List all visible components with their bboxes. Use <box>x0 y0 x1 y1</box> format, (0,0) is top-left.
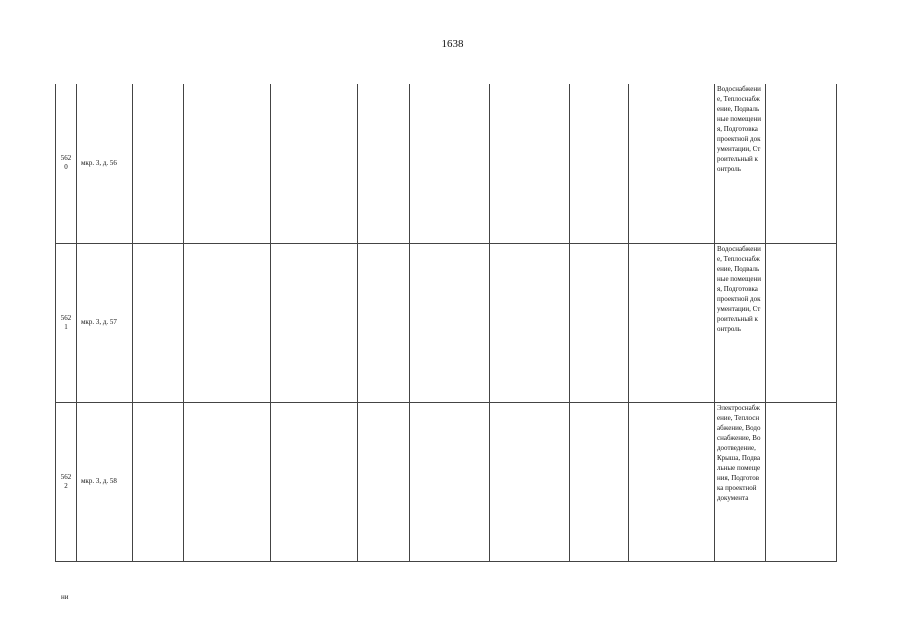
empty-cell <box>410 84 490 243</box>
row-number-cell: 5622 <box>56 402 77 561</box>
empty-cell <box>490 243 570 402</box>
empty-cell <box>490 402 570 561</box>
empty-cell <box>410 243 490 402</box>
works-cell: Водоснабжение, Теплоснабжение, Подвальные помещения, Подготовка проектной документации, Строительный контроль <box>715 84 766 243</box>
empty-cell <box>184 402 271 561</box>
empty-cell <box>358 84 410 243</box>
empty-cell <box>133 243 184 402</box>
empty-cell <box>184 84 271 243</box>
page-number: 1638 <box>441 38 464 50</box>
empty-cell <box>570 402 629 561</box>
empty-cell <box>629 243 715 402</box>
address-cell: мкр. 3, д. 58 <box>77 402 133 561</box>
empty-cell <box>271 402 358 561</box>
empty-cell <box>766 84 837 243</box>
row-number-cell: 5621 <box>56 243 77 402</box>
empty-cell <box>133 84 184 243</box>
empty-cell <box>271 243 358 402</box>
footer-note: ни <box>61 593 69 601</box>
empty-cell <box>629 84 715 243</box>
row-number-cell: 5620 <box>56 84 77 243</box>
address-cell: мкр. 3, д. 57 <box>77 243 133 402</box>
work-table <box>55 84 837 562</box>
empty-cell <box>766 402 837 561</box>
address-cell: мкр. 3, д. 56 <box>77 84 133 243</box>
empty-cell <box>766 243 837 402</box>
table-row <box>56 84 837 243</box>
empty-cell <box>629 402 715 561</box>
empty-cell <box>410 402 490 561</box>
table-row <box>56 402 837 561</box>
works-cell: Электроснабжение, Теплоснабжение, Водоснабжение, Водоотведение, Крыша, Подвальные помещения, Подготовка проектной документа <box>715 402 766 561</box>
empty-cell <box>490 84 570 243</box>
empty-cell <box>570 243 629 402</box>
works-cell: Водоснабжение, Теплоснабжение, Подвальные помещения, Подготовка проектной документации, Строительный контроль <box>715 243 766 402</box>
empty-cell <box>358 243 410 402</box>
empty-cell <box>271 84 358 243</box>
empty-cell <box>133 402 184 561</box>
empty-cell <box>184 243 271 402</box>
table-row <box>56 243 837 402</box>
empty-cell <box>570 84 629 243</box>
empty-cell <box>358 402 410 561</box>
